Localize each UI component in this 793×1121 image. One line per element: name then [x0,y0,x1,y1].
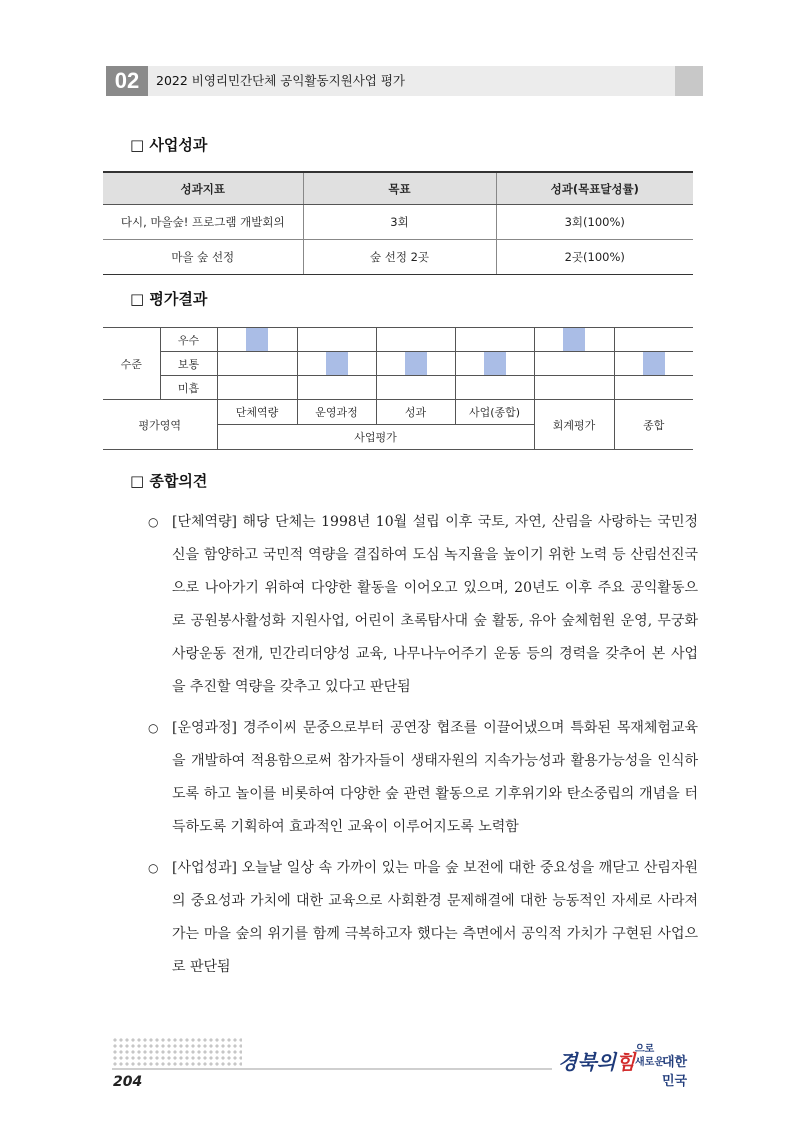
table-cell: 3회 [303,205,496,240]
rating-cell [614,328,693,352]
rating-cell [534,376,614,400]
chapter-number: 02 [106,66,148,96]
opinion-text: [단체역량] 해당 단체는 1998년 10월 설립 이후 국토, 자연, 산림을 사랑하는 국민정신을 함양하고 국민적 역량을 결집하여 도심 녹지율을 높이기 위한 노력 등 산림선진국으로 나아가기 위하여 다양한 활동을 이어오고 있으며, 20년도 이후 주요 공익활동으로 공원봉사활성화 지원사업, 어린이 초록탐사대 숲 활동, 유아 숲체험원 운영, 무궁화사랑운동 전개, 민간리더양성 교육, 나무나누어주기 운동 등의 경력을 갖추어 본 사업을 추진할 역량을 갖추고 있다고 판단됨 [172,514,698,695]
table-cell: 3회(100%) [496,205,693,240]
column-header: 목표 [303,172,496,205]
rating-cell [455,376,534,400]
rating-cell [376,328,455,352]
rating-cell [217,352,297,376]
logo-sub-text: 으로 [635,1044,655,1055]
level-row [103,328,693,352]
bullet-icon: ○ [148,861,159,875]
area-row [103,400,693,425]
logo-text-b: 힘 [615,1050,636,1074]
opinion-item [148,852,698,984]
opinion-list [148,506,698,992]
opinion-text: [운영과정] 경주이씨 문중으로부터 공연장 협조를 이끌어냈으며 특화된 목재체험교육을 개발하여 적용함으로써 참가자들이 생태자원의 지속가능성과 활용가능성을 인식하도록 하고 놀이를 비롯하여 다양한 숲 관련 활동으로 기후위기와 탄소중립의 개념을 터득하도록 기획하여 효과적인 교육이 이루어지도록 노력함 [172,720,698,835]
rating-empty [615,328,694,351]
bullet-icon: ○ [148,515,159,529]
achievement-table [103,171,693,275]
slogan-logo [558,1040,698,1089]
section-opinion-title: □ 종합의견 [130,472,208,490]
section-evaluation-title: □ 평가결과 [130,290,208,308]
rating-cell [376,352,455,376]
area-name: 단체역량 [217,400,297,425]
table-header-row [103,172,693,205]
rating-bar [405,352,427,375]
logo-sub-text: 대한민국 [662,1055,688,1089]
column-header: 성과지표 [103,172,303,205]
table-row [103,205,693,240]
rating-cell [534,328,614,352]
header-tab [675,66,703,96]
footer-rule [112,1068,552,1070]
page-number: 204 [113,1074,143,1090]
area-name: 사업(종합) [455,400,534,425]
table-cell: 2곳(100%) [496,240,693,275]
rating-cell [614,352,693,376]
rating-cell [614,376,693,400]
opinion-item [148,506,698,704]
logo-sub-text: 새로운 [635,1057,664,1068]
table-cell: 다시, 마을숲! 프로그램 개발회의 [103,205,303,240]
rating-bar [484,352,506,375]
rating-empty [218,376,297,399]
rating-cell [455,328,534,352]
rating-empty [377,376,455,399]
evaluation-table [103,327,693,450]
level-label: 수준 [103,328,160,400]
opinion-item [148,712,698,844]
rating-cell [217,328,297,352]
level-name: 미흡 [160,376,217,400]
bullet-icon: ○ [148,721,159,735]
rating-cell [455,352,534,376]
level-name: 우수 [160,328,217,352]
section-achievement-title: □ 사업성과 [130,136,208,154]
level-row [103,352,693,376]
rating-bar [643,352,665,375]
rating-cell [297,328,376,352]
rating-empty [615,376,694,399]
table-cell: 숲 선정 2곳 [303,240,496,275]
area-name: 운영과정 [297,400,376,425]
rating-cell [376,376,455,400]
rating-empty [218,352,297,375]
area-name: 종합 [614,400,693,450]
rating-empty [535,352,614,375]
level-row [103,376,693,400]
rating-empty [377,328,455,351]
rating-empty [535,376,614,399]
rating-cell [217,376,297,400]
opinion-text: [사업성과] 오늘날 일상 속 가까이 있는 마을 숲 보전에 대한 중요성을 깨닫고 산림자원의 중요성과 가치에 대한 교육으로 사회환경 문제해결에 대한 능동적인 자세로 사라져가는 마을 숲의 위기를 함께 극복하고자 했다는 측면에서 공익적 가치가 구현된 사업으로 판단됨 [172,860,698,975]
rating-empty [298,328,376,351]
table-cell: 마을 숲 선정 [103,240,303,275]
area-name: 성과 [376,400,455,425]
header-title: 2022 비영리민간단체 공익활동지원사업 평가 [156,73,406,88]
page-header [106,66,703,96]
footer-dot-pattern [112,1037,242,1067]
rating-bar [246,328,268,351]
rating-cell [297,352,376,376]
rating-empty [456,328,534,351]
rating-bar [326,352,348,375]
rating-empty [456,376,534,399]
area-label: 평가영역 [103,400,217,450]
rating-cell [534,352,614,376]
area-name: 회계평가 [534,400,614,450]
rating-bar [563,328,585,351]
logo-text-a: 경북의 [558,1050,616,1074]
business-eval-label: 사업평가 [217,425,534,450]
column-header: 성과(목표달성률) [496,172,693,205]
table-row [103,240,693,275]
rating-empty [298,376,376,399]
level-name: 보통 [160,352,217,376]
rating-cell [297,376,376,400]
logo-main-text [558,1046,635,1075]
